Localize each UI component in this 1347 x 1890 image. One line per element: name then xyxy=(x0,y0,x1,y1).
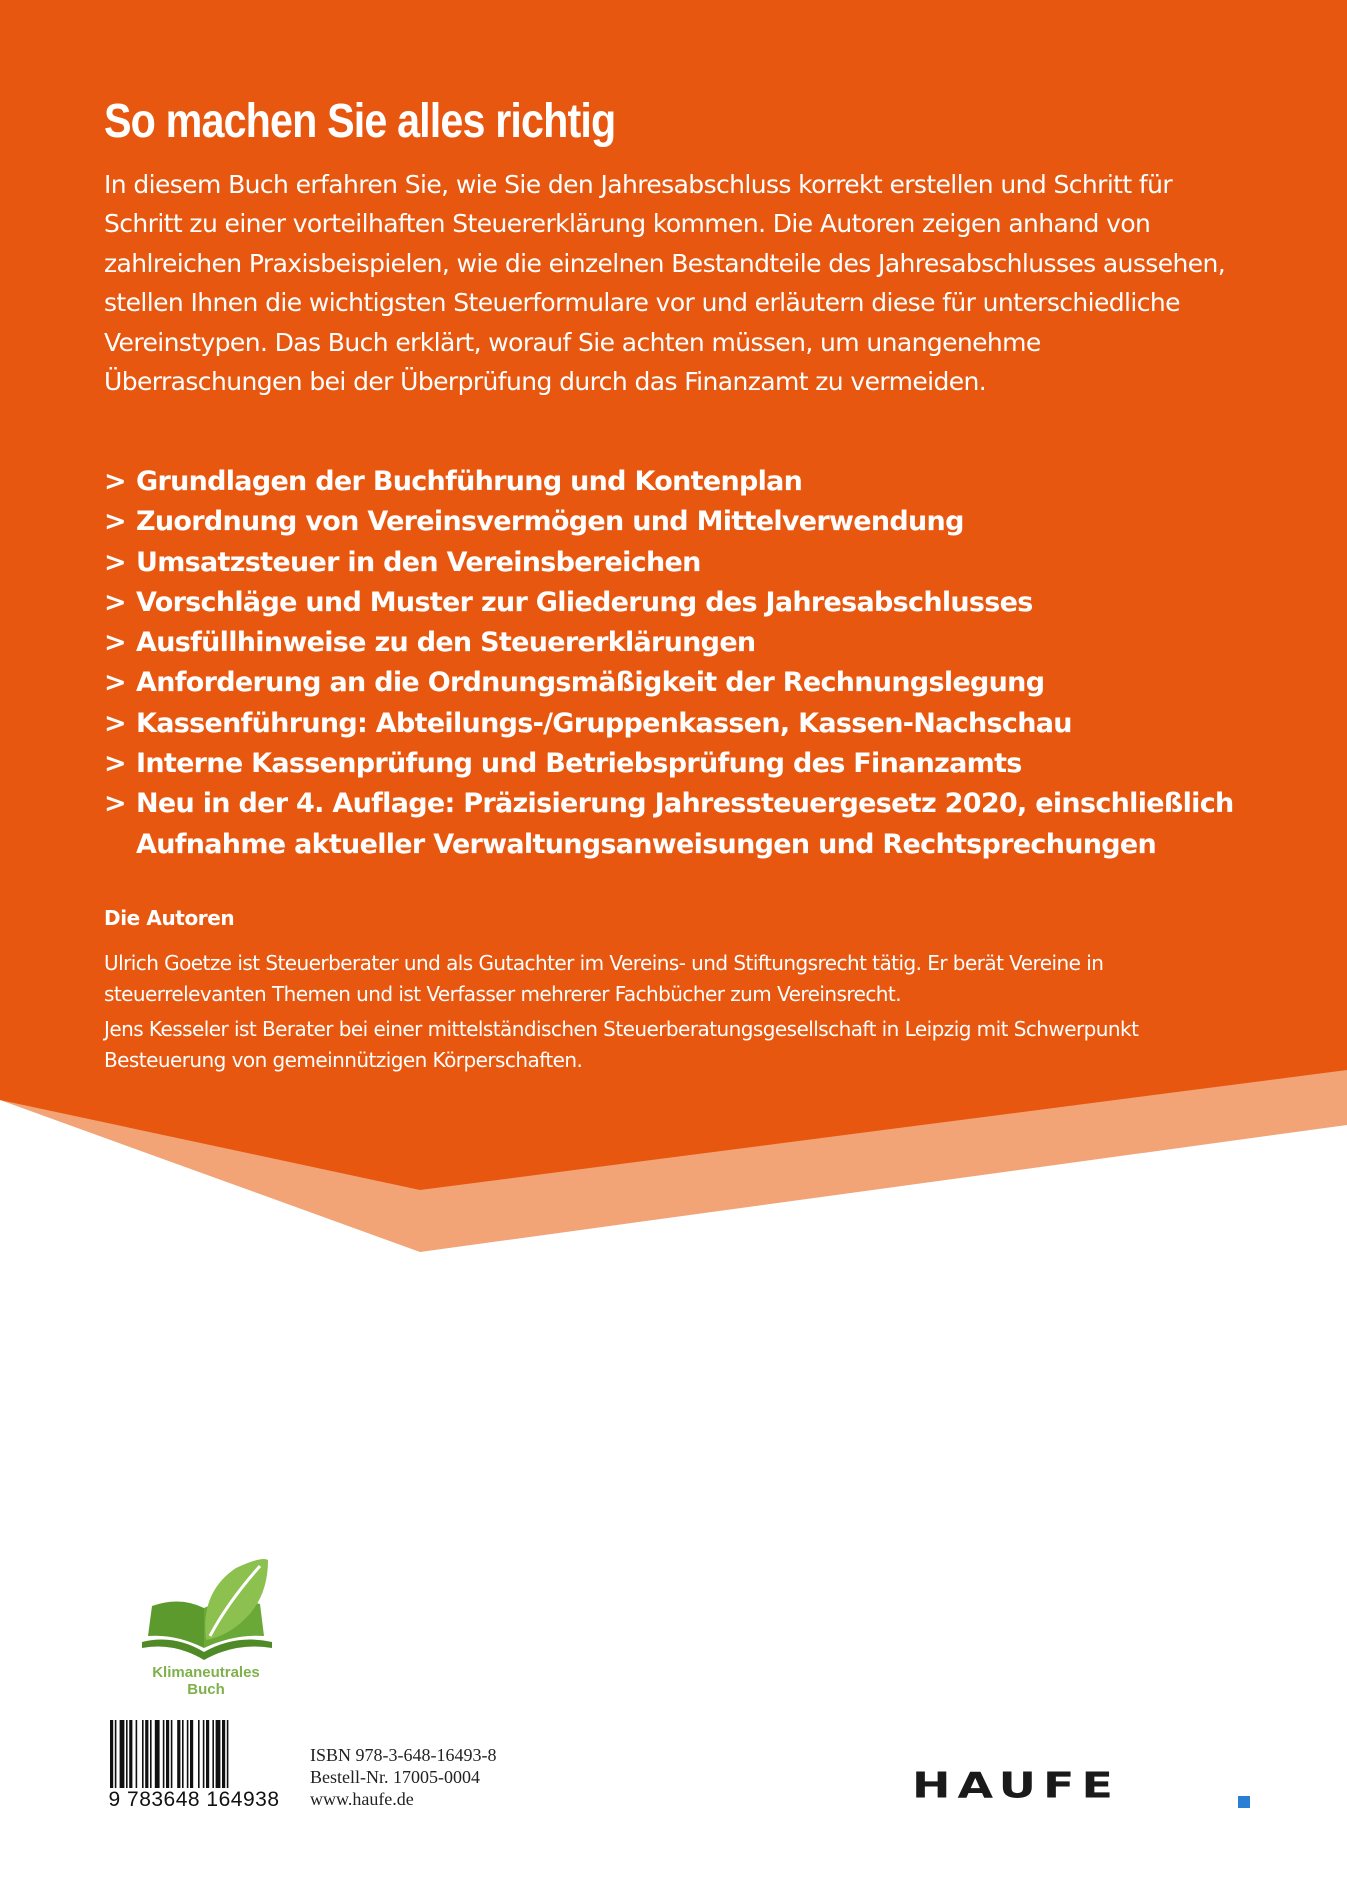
eco-logo-text xyxy=(126,1664,286,1698)
barcode-bar xyxy=(171,1720,173,1796)
feature-item-text: Neu in der 4. Auflage: Präzisierung Jahressteuergesetz 2020, einschließlich Aufnahme aktueller Verwaltungsanweisungen und Rechtsprechungen xyxy=(136,788,1234,860)
chevron-right-icon: > xyxy=(104,788,126,820)
chevron-right-icon: > xyxy=(104,506,126,538)
feature-item xyxy=(104,663,1324,703)
feature-list xyxy=(104,462,1324,865)
barcode-bar xyxy=(115,1720,117,1796)
chevron-right-icon: > xyxy=(104,707,126,739)
barcode-bar xyxy=(198,1720,200,1796)
author-bio: Jens Kesseler ist Berater bei einer mittelständischen Steuerberatungsgesellschaft in Leipzig mit Schwerpunkt Besteuerung von gemeinnützigen Körperschaften. xyxy=(104,1017,1139,1072)
feature-item xyxy=(104,502,1324,542)
chevron-right-icon: > xyxy=(104,586,126,618)
feature-item-text: Grundlagen der Buchführung und Kontenplan xyxy=(136,466,803,497)
feature-item xyxy=(104,784,1324,865)
barcode-bar xyxy=(177,1720,180,1796)
feature-item xyxy=(104,704,1324,744)
feature-item xyxy=(104,744,1324,784)
feature-item-text: Zuordnung von Vereinsvermögen und Mittelverwendung xyxy=(136,506,964,538)
feature-item-text: Vorschläge und Muster zur Gliederung des Jahresabschlusses xyxy=(136,586,1033,618)
isbn: ISBN 978-3-648-16493-8 xyxy=(310,1745,497,1765)
barcode-bar xyxy=(155,1720,160,1796)
barcode-digits: 9 783648 164938 xyxy=(104,1788,284,1812)
barcode-bar xyxy=(163,1720,165,1796)
barcode-bar xyxy=(150,1720,152,1796)
chevron-right-icon: > xyxy=(104,748,126,780)
barcode-bar xyxy=(110,1720,113,1796)
chevron-right-icon: > xyxy=(104,667,126,699)
barcode-bar xyxy=(129,1720,132,1796)
chevron-right-icon: > xyxy=(104,546,126,578)
eco-logo-line: Klimaneutrales xyxy=(152,1664,260,1681)
intro-paragraph: In diesem Buch erfahren Sie, wie Sie den Jahresabschluss korrekt erstellen und Schritt für Schritt zu einer vorteilhaften Steuererklärung kommen. Die Autoren zeigen anhand von zahlreichen Praxisbeispielen, wie die einzelnen Bestandteile des Jahresabschlusses aussehen, stellen Ihnen die wichtigsten Steuerformulare vor und erläutern diese für unterschiedliche Vereinstypen. Das Buch erklärt, worauf Sie achten müssen, um unangenehme Überraschungen bei der Überprüfung durch das Finanzamt zu vermeiden. xyxy=(104,170,1226,397)
feature-item-text: Anforderung an die Ordnungsmäßigkeit der Rechnungslegung xyxy=(136,667,1045,699)
barcode-bar xyxy=(145,1720,148,1796)
feature-item-text: Umsatzsteuer in den Vereinsbereichen xyxy=(136,546,701,578)
order-number: Bestell-Nr. 17005-0004 xyxy=(310,1767,480,1787)
barcode-bar xyxy=(206,1720,209,1796)
feature-item xyxy=(104,623,1324,663)
author-bio: Ulrich Goetze ist Steuerberater und als Gutachter im Vereins- und Stiftungsrecht tätig. Er berät Vereine in steuerrelevanten Themen und ist Verfasser mehrerer Fachbücher zum Vereinsrecht. xyxy=(104,951,1104,1006)
barcode-bar xyxy=(203,1720,205,1796)
website-link[interactable]: www.haufe.de xyxy=(310,1789,414,1809)
barcode-bar xyxy=(216,1720,221,1796)
feature-item xyxy=(104,462,1324,502)
feature-item-text: Ausfüllhinweise zu den Steuererklärungen xyxy=(136,627,756,659)
barcode-bar xyxy=(182,1720,184,1796)
barcode-bar xyxy=(187,1720,189,1796)
barcode-bar xyxy=(212,1720,214,1796)
barcode-bar xyxy=(120,1720,125,1796)
eco-logo-line: Buch xyxy=(187,1681,225,1698)
haufe-logo xyxy=(912,1764,1254,1816)
barcode-bar xyxy=(166,1720,169,1796)
headline: So machen Sie alles richtig xyxy=(104,95,616,148)
barcode-bar xyxy=(227,1720,229,1796)
barcode-bar xyxy=(142,1720,144,1796)
feature-item-text: Kassenführung: Abteilungs-/Gruppenkassen, Kassen-Nachschau xyxy=(136,707,1072,739)
chevron-right-icon: > xyxy=(104,466,126,497)
feature-item xyxy=(104,583,1324,623)
authors-heading: Die Autoren xyxy=(104,906,235,930)
haufe-dot xyxy=(1238,1796,1250,1808)
chevron-right-icon: > xyxy=(104,627,126,659)
haufe-wordmark: HAUFE xyxy=(912,1764,1120,1807)
feature-item-text: Interne Kassenprüfung und Betriebsprüfung des Finanzamts xyxy=(136,748,1022,780)
barcode-bar xyxy=(190,1720,193,1796)
barcode-bar xyxy=(136,1720,138,1796)
barcode-bar xyxy=(222,1720,225,1796)
publishing-info xyxy=(310,1744,497,1810)
feature-item xyxy=(104,543,1324,583)
barcode-bar xyxy=(126,1720,128,1796)
